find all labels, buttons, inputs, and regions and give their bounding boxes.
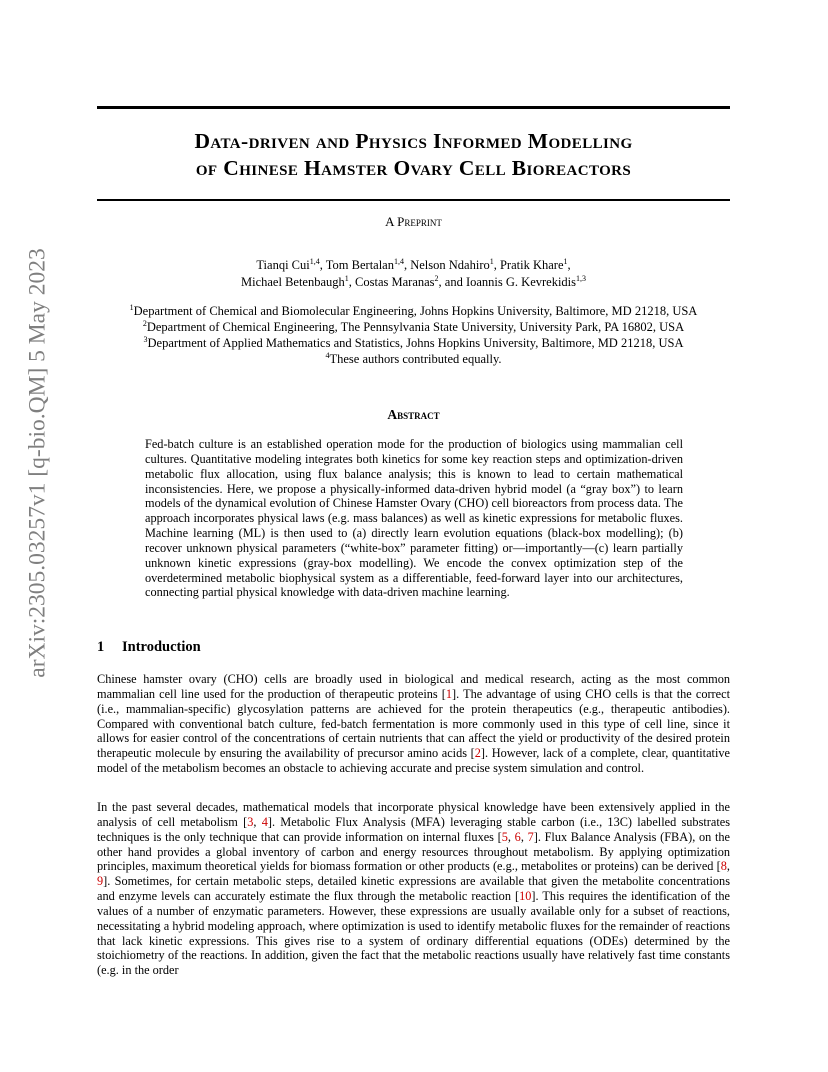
- arxiv-sidebar-identifier: [24, 247, 52, 678]
- title-top-rule: [97, 106, 730, 109]
- paragraph-text: ,: [253, 814, 262, 829]
- citation-link[interactable]: 6: [514, 829, 521, 844]
- paragraph-text: ]. Sometimes, for certain metabolic steps, detailed kinetic expressions are available that given the metabolite concentrations and enzyme levels can accurately estimate the flux through the metabolic reaction [: [97, 874, 730, 904]
- author-affiliation-marker: 1: [344, 273, 349, 283]
- author-name: Nelson Ndahiro: [410, 258, 490, 272]
- title-bottom-rule: [97, 199, 730, 201]
- affiliation-marker: 1: [129, 302, 134, 312]
- abstract-heading: Abstract: [387, 407, 440, 422]
- author-affiliation-marker: 1,4: [309, 256, 320, 266]
- author-affiliation-marker: 2: [434, 273, 439, 283]
- affiliation-line: [97, 335, 730, 351]
- section-title: Introduction: [122, 639, 201, 655]
- author-line-1: [97, 257, 730, 274]
- citation-link[interactable]: 8: [720, 859, 727, 874]
- author-affiliation-marker: 1,4: [393, 256, 404, 266]
- citation-link[interactable]: 3: [247, 814, 254, 829]
- author-separator: ,: [319, 258, 326, 272]
- author-name: Ioannis G. Kevrekidis: [465, 275, 577, 289]
- citation-link[interactable]: 2: [474, 746, 481, 761]
- paragraph-text: ,: [520, 829, 528, 844]
- citation-link[interactable]: 9: [97, 874, 104, 889]
- paragraph-text: ]. Flux Balance Analysis (FBA), on the other hand provides a global inventory of carbon and energy resources throughout metabolism. By applying optimization principles, maximum theoretical yields for biomass formation or other products (e.g., metabolites or proteins) can be derived [: [97, 829, 730, 874]
- author-separator: ,: [567, 258, 571, 272]
- arxiv-identifier-text: arXiv:2305.03257v1 [q-bio.QM] 5 May 2023: [24, 247, 51, 678]
- affiliation-text: These authors contributed equally.: [329, 352, 502, 366]
- citation-link[interactable]: 1: [445, 686, 453, 701]
- paragraph-text: ]. Metabolic Flux Analysis (MFA) leveraging stable carbon (i.e., 13C) labelled substrates techniques is the only technique that can provide information on internal fluxes [: [97, 814, 730, 844]
- affiliation-marker: 3: [143, 334, 148, 344]
- introduction-paragraph-2: [97, 800, 730, 978]
- citation-link[interactable]: 7: [527, 829, 534, 844]
- author-separator: , and: [438, 275, 466, 289]
- affiliation-line: [97, 303, 730, 319]
- affiliation-line: [97, 351, 730, 367]
- paper-title-line-1: Data-driven and Physics Informed Modelling: [194, 129, 633, 153]
- affiliation-list: [97, 303, 730, 367]
- affiliation-text: Department of Chemical Engineering, The Pennsylvania State University, University Park, PA 16802, USA: [146, 320, 685, 334]
- paper-title: [97, 128, 730, 182]
- paragraph-text: ]. However, lack of a complete, clear, quantitative model of the metabolism becomes an obstacle to achieving accurate and precise system simulation and control.: [97, 746, 730, 776]
- author-separator: ,: [348, 275, 356, 289]
- introduction-paragraph-1: [97, 672, 730, 776]
- author-affiliation-marker: 1,3: [576, 273, 587, 283]
- affiliation-marker: 4: [325, 350, 330, 360]
- affiliation-text: Department of Chemical and Biomolecular Engineering, Johns Hopkins University, Baltimore, MD 21218, USA: [133, 304, 698, 318]
- author-name: Costas Maranas: [355, 275, 435, 289]
- author-affiliation-marker: 1: [489, 256, 494, 266]
- author-affiliation-marker: 1: [563, 256, 568, 266]
- section-heading-introduction: [97, 639, 730, 656]
- paragraph-text: ,: [507, 829, 515, 844]
- preprint-label: A Preprint: [385, 214, 442, 229]
- affiliation-text: Department of Applied Mathematics and Statistics, Johns Hopkins University, Baltimore, MD 21218, USA: [147, 336, 684, 350]
- author-separator: ,: [493, 258, 500, 272]
- section-number: 1: [97, 639, 105, 655]
- author-name: Michael Betenbaugh: [240, 275, 345, 289]
- author-line-2: [97, 274, 730, 291]
- affiliation-marker: 2: [142, 318, 147, 328]
- citation-link[interactable]: 4: [261, 814, 268, 829]
- abstract-text: Fed-batch culture is an established operation mode for the production of biologics using mammalian cell cultures. Quantitative modeling integrates both kinetics for some key reaction steps and optimization-driven metabolic flux allocation, using flux balance analysis; this is known to lead to certain mathematical inconsistencies. Here, we propose a physically-informed data-driven hybrid model (a “gray box”) to learn models of the dynamical evolution of Chinese Hamster Ovary (CHO) cell bioreactors from process data. The approach incorporates physical laws (e.g. mass balances) as well as kinetic expressions for metabolic fluxes. Machine learning (ML) is then used to (a) directly learn evolution equations (black-box modelling); (b) recover unknown physical parameters (“white-box” parameter fitting) or—importantly—(c) learn partially unknown kinetic expressions (gray-box modelling). We encode the convex optimization step of the overdetermined metabolic biophysical system as a differentiable, feed-forward layer into our architectures, connecting partial physical knowledge with data-driven machine learning.: [145, 437, 683, 600]
- author-name: Tianqi Cui: [256, 258, 310, 272]
- paragraph-text: Chinese hamster ovary (CHO) cells are broadly used in biological and medical research, acting as the most common mammalian cell line used for the production of therapeutic proteins [: [97, 672, 730, 701]
- author-name: Pratik Khare: [499, 258, 564, 272]
- affiliation-line: [97, 319, 730, 335]
- citation-link[interactable]: 5: [501, 829, 508, 844]
- author-separator: ,: [403, 258, 411, 272]
- paragraph-text: ,: [726, 859, 730, 874]
- author-list: [97, 257, 730, 291]
- paragraph-text: ]. This requires the identification of the values of a number of enzymatic parameters. However, these expressions are usually available only for a subset of reactions, necessitating a hybrid modeling approach, where optimization is used to identify metabolic fluxes for the remainder of reactions that lack kinetic expressions. This gives rise to a system of ordinary differential equations (ODEs) determined by the stoichiometry of the reactions. In addition, given the fact that the metabolic reactions usually have relatively fast time constants (e.g. in the order: [97, 889, 730, 978]
- author-name: Tom Bertalan: [325, 258, 394, 272]
- paragraph-text: In the past several decades, mathematical models that incorporate physical knowledge have been extensively applied in the analysis of cell metabolism [: [97, 800, 730, 829]
- citation-link[interactable]: 10: [519, 889, 532, 904]
- paper-title-line-2: of Chinese Hamster Ovary Cell Bioreactors: [195, 156, 632, 180]
- paragraph-text: ]. The advantage of using CHO cells is that the correct (i.e., mammalian-specific) glycosylation patterns are achieved for the protein therapeutics (e.g., therapeutic antibodies). Compared with conventional batch culture, fed-batch fermentation is more commonly used in this type of cell line, since it allows for easier control of the concentrations of certain nutrients that can affect the yield or productivity of the desired protein therapeutic molecule by ensuring the availability of precursor amino acids [: [97, 686, 730, 761]
